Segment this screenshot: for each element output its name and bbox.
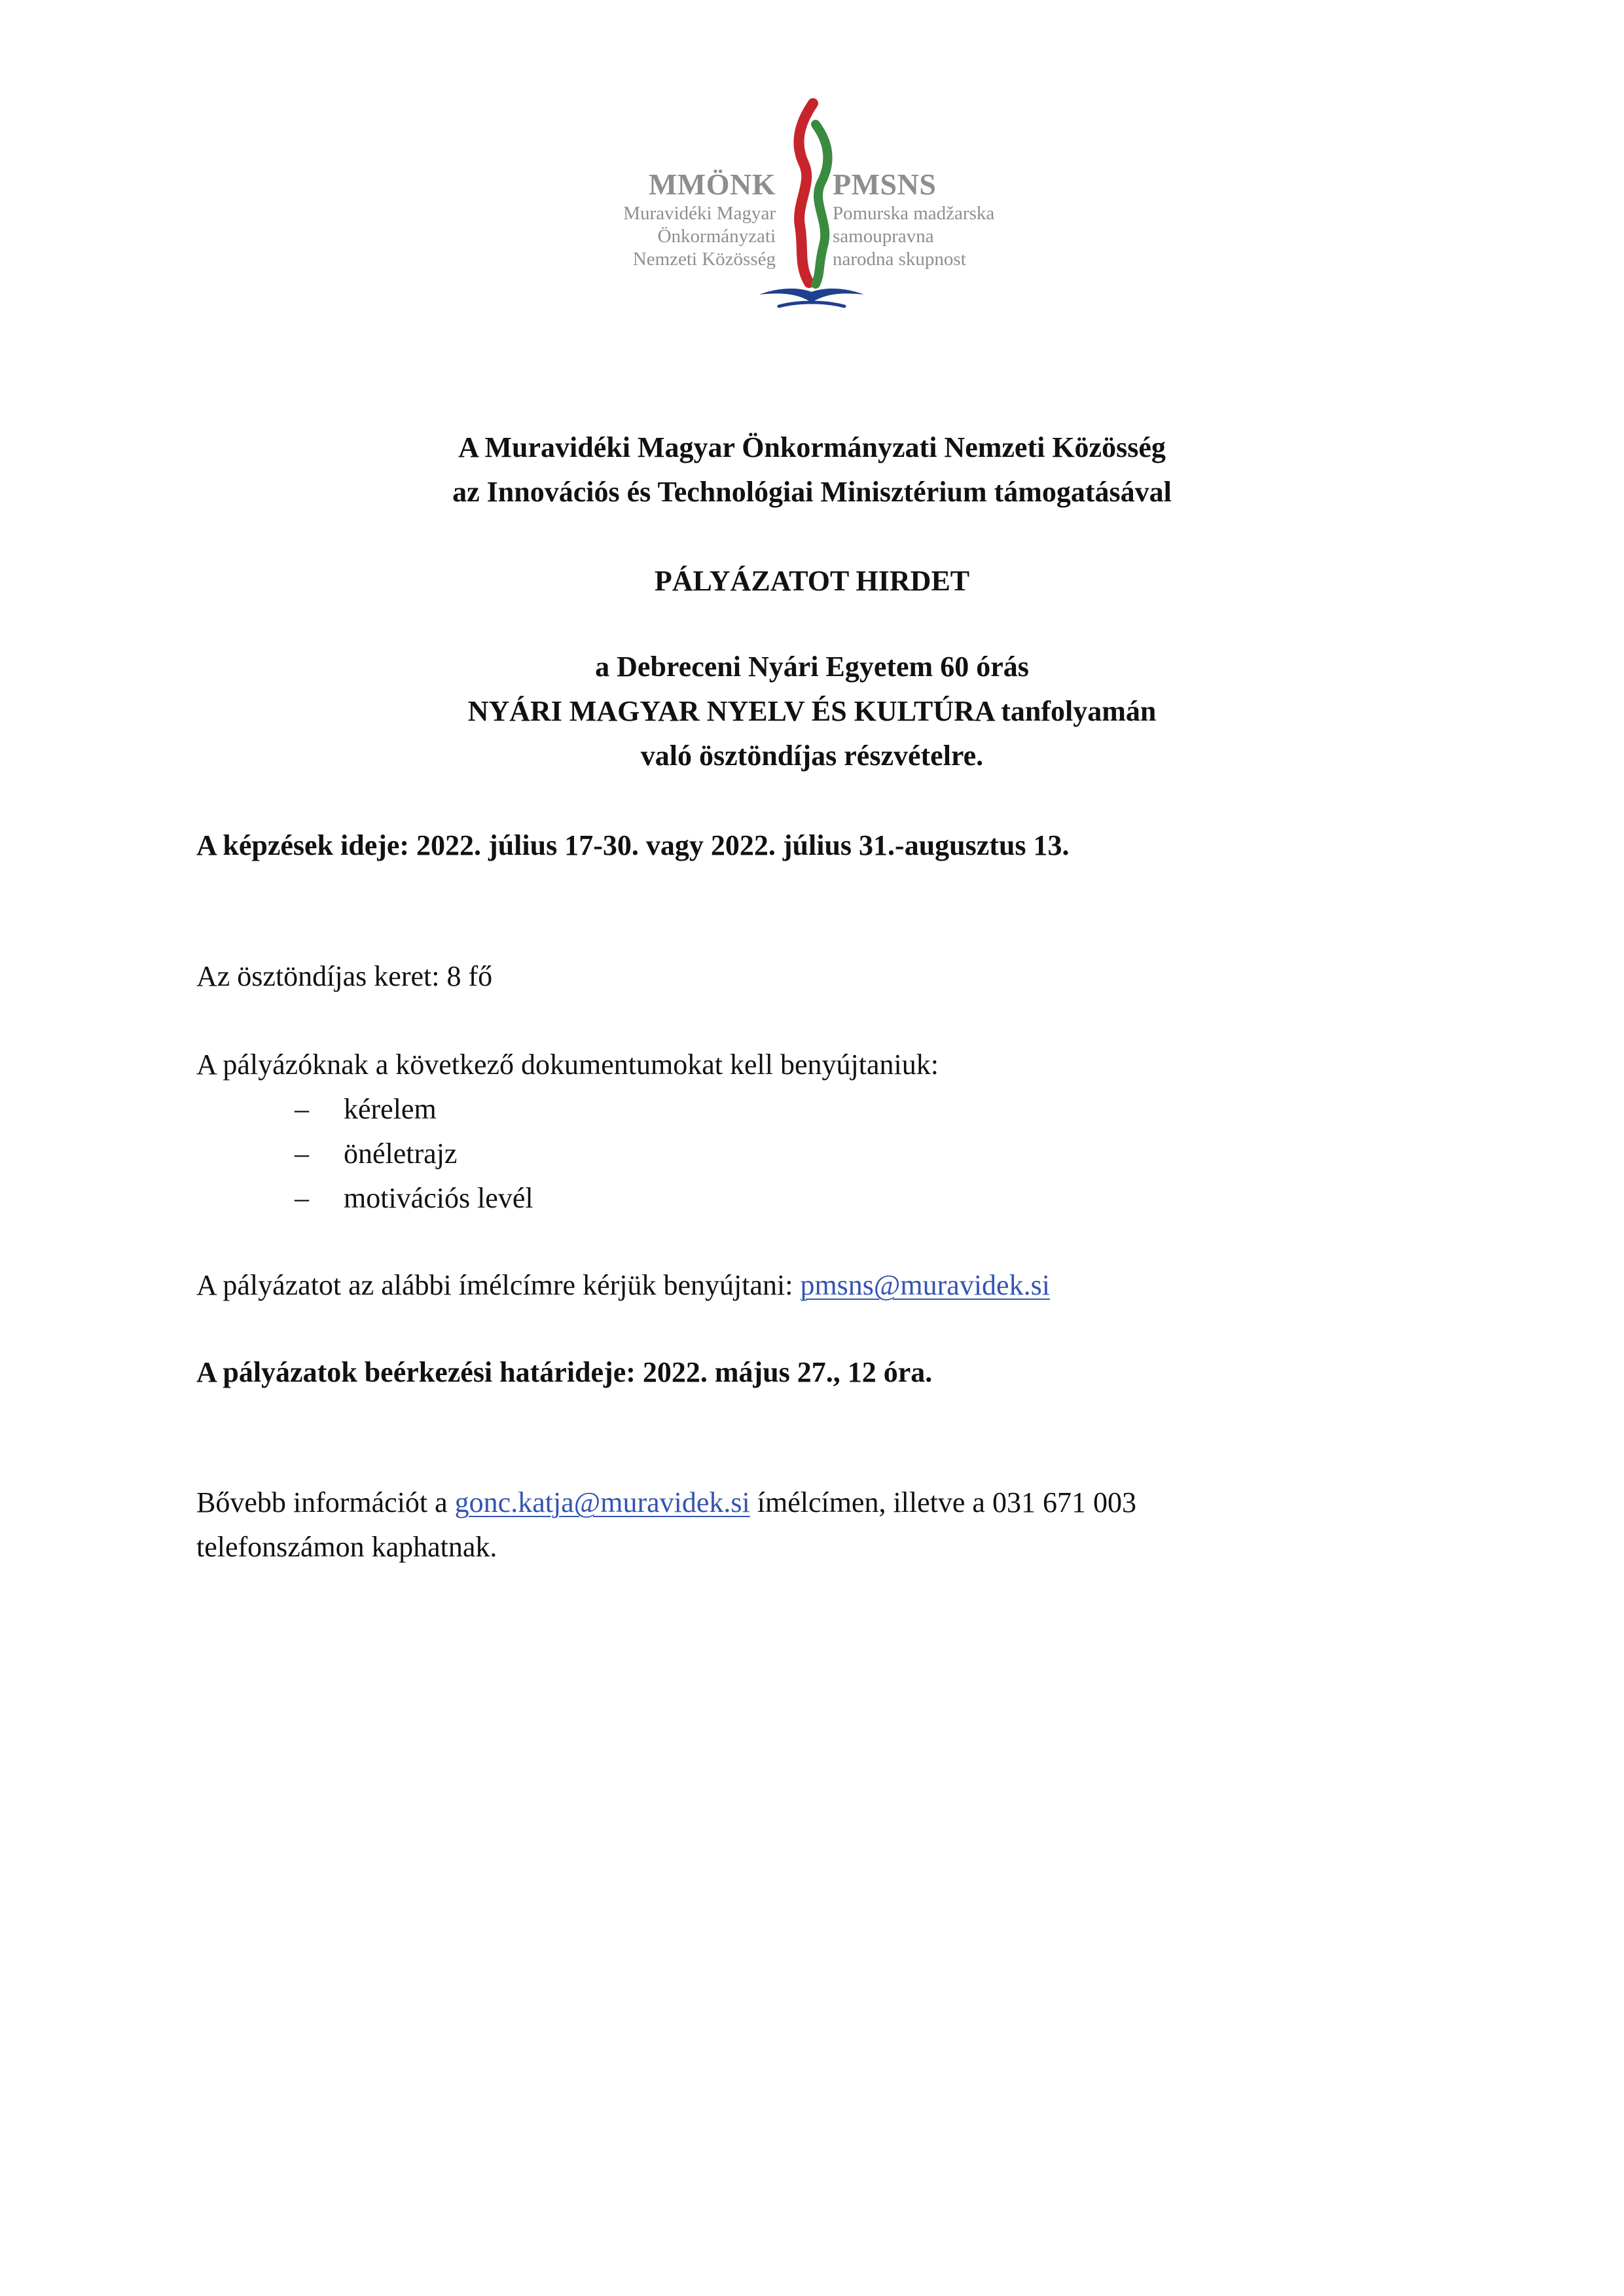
dash-bullet: – (295, 1138, 309, 1170)
logo-abbr-hu: MMÖNK (648, 168, 776, 201)
submission-text: A pályázatot az alábbi ímélcímre kérjük benyújtani: (196, 1269, 801, 1301)
info-text-post: ímélcímen, illetve a 031 671 003 (749, 1486, 1136, 1518)
course-line-2: NYÁRI MAGYAR NYELV ÉS KULTÚRA tanfolyamán (467, 695, 1157, 727)
course-description (0, 645, 1624, 778)
list-item (295, 1087, 533, 1132)
document-item-text: kérelem (344, 1093, 437, 1125)
list-item (295, 1176, 533, 1221)
info-text-pre: Bővebb információt a (196, 1486, 455, 1518)
training-dates: A képzések ideje: 2022. július 17-30. vagy 2022. július 31.-augusztus 13. (196, 829, 1070, 861)
announcement-title: PÁLYÁZATOT HIRDET (654, 565, 970, 597)
list-item (295, 1132, 533, 1176)
organization-logo (609, 98, 1028, 314)
documents-list (295, 1087, 533, 1221)
deadline: A pályázatok beérkezési határideje: 2022. május 27., 12 óra. (196, 1356, 933, 1388)
dash-bullet: – (295, 1182, 309, 1214)
heading-line-2: az Innovációs és Technológiai Minisztérium támogatásával (452, 476, 1172, 508)
documents-intro: A pályázóknak a következő dokumentumokat kell benyújtaniuk: (196, 1049, 939, 1081)
document-item-text: önéletrajz (344, 1138, 458, 1170)
scholarship-quota: Az ösztöndíjas keret: 8 fő (196, 960, 493, 992)
heading-line-1: A Muravidéki Magyar Önkormányzati Nemzeti Közösség (458, 431, 1166, 463)
emblem-red-stroke (799, 103, 813, 283)
emblem-green-stroke (816, 124, 827, 284)
logo-name-sl-2: samoupravna (833, 226, 934, 247)
info-paragraph (196, 1480, 1427, 1570)
logo-name-hu-3: Nemzeti Közösség (632, 249, 776, 270)
info-line-1 (196, 1480, 1427, 1525)
course-line-1: a Debreceni Nyári Egyetem 60 órás (595, 651, 1029, 683)
emblem-blue-base (759, 289, 864, 302)
logo-name-hu-1: Muravidéki Magyar (623, 203, 776, 224)
logo-name-sl-3: narodna skupnost (833, 249, 966, 270)
dash-bullet: – (295, 1093, 309, 1125)
document-item-text: motivációs levél (344, 1182, 533, 1214)
contact-email-link[interactable]: gonc.katja@muravidek.si (454, 1486, 750, 1518)
logo-name-sl-1: Pomurska madžarska (833, 203, 995, 224)
logo-abbr-sl: PMSNS (833, 168, 937, 201)
info-line-2: telefonszámon kaphatnak. (196, 1531, 497, 1563)
course-line-3: való ösztöndíjas részvételre. (640, 740, 984, 772)
heading-organizer (0, 425, 1624, 514)
logo-right-block (833, 167, 994, 271)
submission-email-link[interactable]: pmsns@muravidek.si (800, 1269, 1050, 1301)
logo-name-hu-2: Önkormányzati (657, 226, 776, 247)
emblem-blue-wave (779, 302, 844, 306)
submission-paragraph (196, 1263, 1427, 1308)
